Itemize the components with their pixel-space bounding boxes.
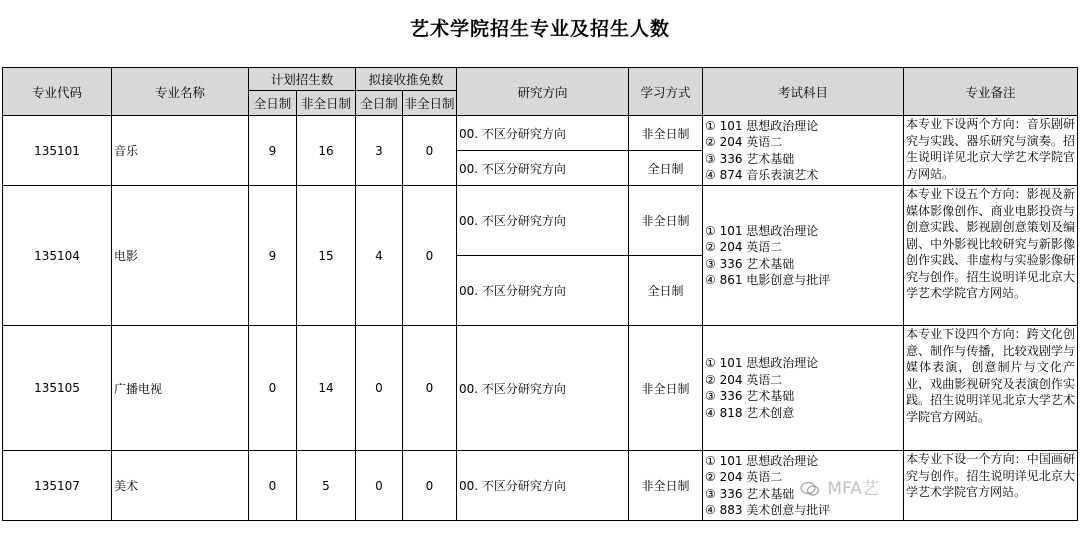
subject-line: ③ 336 艺术基础 <box>705 486 795 501</box>
cell-rec-full: 4 <box>356 186 403 326</box>
header-rec-full: 全日制 <box>356 91 403 116</box>
cell-rec-part: 0 <box>403 451 457 521</box>
cell-plan-full: 9 <box>249 116 297 186</box>
cell-name: 美术 <box>112 451 249 521</box>
header-recommend: 拟接收推免数 <box>356 68 457 91</box>
subject-line: ④ 861 电影创意与批评 <box>705 273 831 287</box>
subject-line: ③ 336 艺术基础 <box>705 389 795 403</box>
cell-direction: 00. 不区分研究方向 <box>457 186 629 256</box>
cell-plan-full: 9 <box>249 186 297 326</box>
subject-line: ④ 883 美术创意与批评 <box>705 503 831 517</box>
cell-plan-part: 15 <box>297 186 356 326</box>
cell-remark: 本专业下设四个方向：跨文化创意、制作与传播，比较戏剧学与媒体表演，创意制片与文化产业，戏曲影视研究及表演创作实践。招生说明详见北京大学艺术学院官方网站。 <box>904 326 1078 451</box>
header-rec-part: 非全日制 <box>403 91 457 116</box>
cell-mode: 非全日制 <box>629 116 703 151</box>
subject-line: ④ 818 艺术创意 <box>705 405 795 420</box>
header-code: 专业代码 <box>3 68 112 116</box>
cell-code: 135104 <box>3 186 112 326</box>
subject-line: ① 101 思想政治理论 <box>705 223 819 238</box>
cell-name: 音乐 <box>112 116 249 186</box>
cell-mode: 全日制 <box>629 151 703 186</box>
cell-subjects <box>703 326 904 451</box>
subject-line: ② 204 英语二 <box>705 372 783 387</box>
cell-remark: 本专业下设一个方向：中国画研究与创作。招生说明详见北京大学艺术学院官方网站。 <box>904 451 1078 521</box>
watermark-text: MFA艺 <box>827 479 879 499</box>
table-row <box>3 451 1078 521</box>
cell-mode: 全日制 <box>629 256 703 326</box>
cell-rec-full: 0 <box>356 451 403 521</box>
cell-remark: 本专业下设两个方向：音乐剧研究与实践、器乐研究与演奏。招生说明详见北京大学艺术学院官方网站。 <box>904 116 1078 186</box>
cell-direction: 00. 不区分研究方向 <box>457 256 629 326</box>
cell-rec-part: 0 <box>403 116 457 186</box>
cell-remark: 本专业下设五个方向：影视及新媒体影像创作、商业电影投资与创意实践、影视剧创意策划及编剧、中外影视比较研究与新影像创作实践、非虚构与实验影像研究与创作。招生说明详见北京大学艺术学院官方网站。 <box>904 186 1078 326</box>
cell-name: 电影 <box>112 186 249 326</box>
cell-direction: 00. 不区分研究方向 <box>457 151 629 186</box>
cell-subjects <box>703 451 904 521</box>
cell-plan-full: 0 <box>249 451 297 521</box>
cell-direction: 00. 不区分研究方向 <box>457 326 629 451</box>
subject-line: ② 204 英语二 <box>705 135 783 149</box>
table-row <box>3 326 1078 451</box>
cell-rec-part: 0 <box>403 326 457 451</box>
admissions-table <box>2 67 1078 521</box>
subject-line: ① 101 思想政治理论 <box>705 356 819 370</box>
cell-plan-part: 16 <box>297 116 356 186</box>
cell-plan-part: 5 <box>297 451 356 521</box>
cell-plan-full: 0 <box>249 326 297 451</box>
page-title: 艺术学院招生专业及招生人数 <box>409 18 670 40</box>
subject-line: ② 204 英语二 <box>705 470 783 484</box>
subject-line: ③ 336 艺术基础 <box>705 151 795 166</box>
cell-mode: 非全日制 <box>629 451 703 521</box>
header-name: 专业名称 <box>112 68 249 116</box>
header-direction: 研究方向 <box>457 68 629 116</box>
cell-rec-full: 0 <box>356 326 403 451</box>
header-mode: 学习方式 <box>629 68 703 116</box>
subject-line: ① 101 思想政治理论 <box>705 453 819 468</box>
cell-subjects <box>703 116 904 186</box>
cell-code: 135101 <box>3 116 112 186</box>
subject-line: ④ 874 音乐表演艺术 <box>705 168 819 182</box>
table-row <box>3 116 1078 151</box>
header-plan: 计划招生数 <box>249 68 356 91</box>
cell-subjects <box>703 186 904 326</box>
cell-code: 135107 <box>3 451 112 521</box>
header-subjects: 考试科目 <box>703 68 904 116</box>
cell-direction: 00. 不区分研究方向 <box>457 116 629 151</box>
subject-line: ② 204 英语二 <box>705 240 783 254</box>
cell-rec-full: 3 <box>356 116 403 186</box>
header-plan-part: 非全日制 <box>297 91 356 116</box>
cell-code: 135105 <box>3 326 112 451</box>
cell-rec-part: 0 <box>403 186 457 326</box>
subject-line: ① 101 思想政治理论 <box>705 118 819 133</box>
header-plan-full: 全日制 <box>249 91 297 116</box>
header-remark: 专业备注 <box>904 68 1078 116</box>
cell-mode: 非全日制 <box>629 186 703 256</box>
cell-name: 广播电视 <box>112 326 249 451</box>
cell-mode: 非全日制 <box>629 326 703 451</box>
cell-direction: 00. 不区分研究方向 <box>457 451 629 521</box>
cell-plan-part: 14 <box>297 326 356 451</box>
subject-line: ③ 336 艺术基础 <box>705 256 795 271</box>
table-row <box>3 186 1078 256</box>
